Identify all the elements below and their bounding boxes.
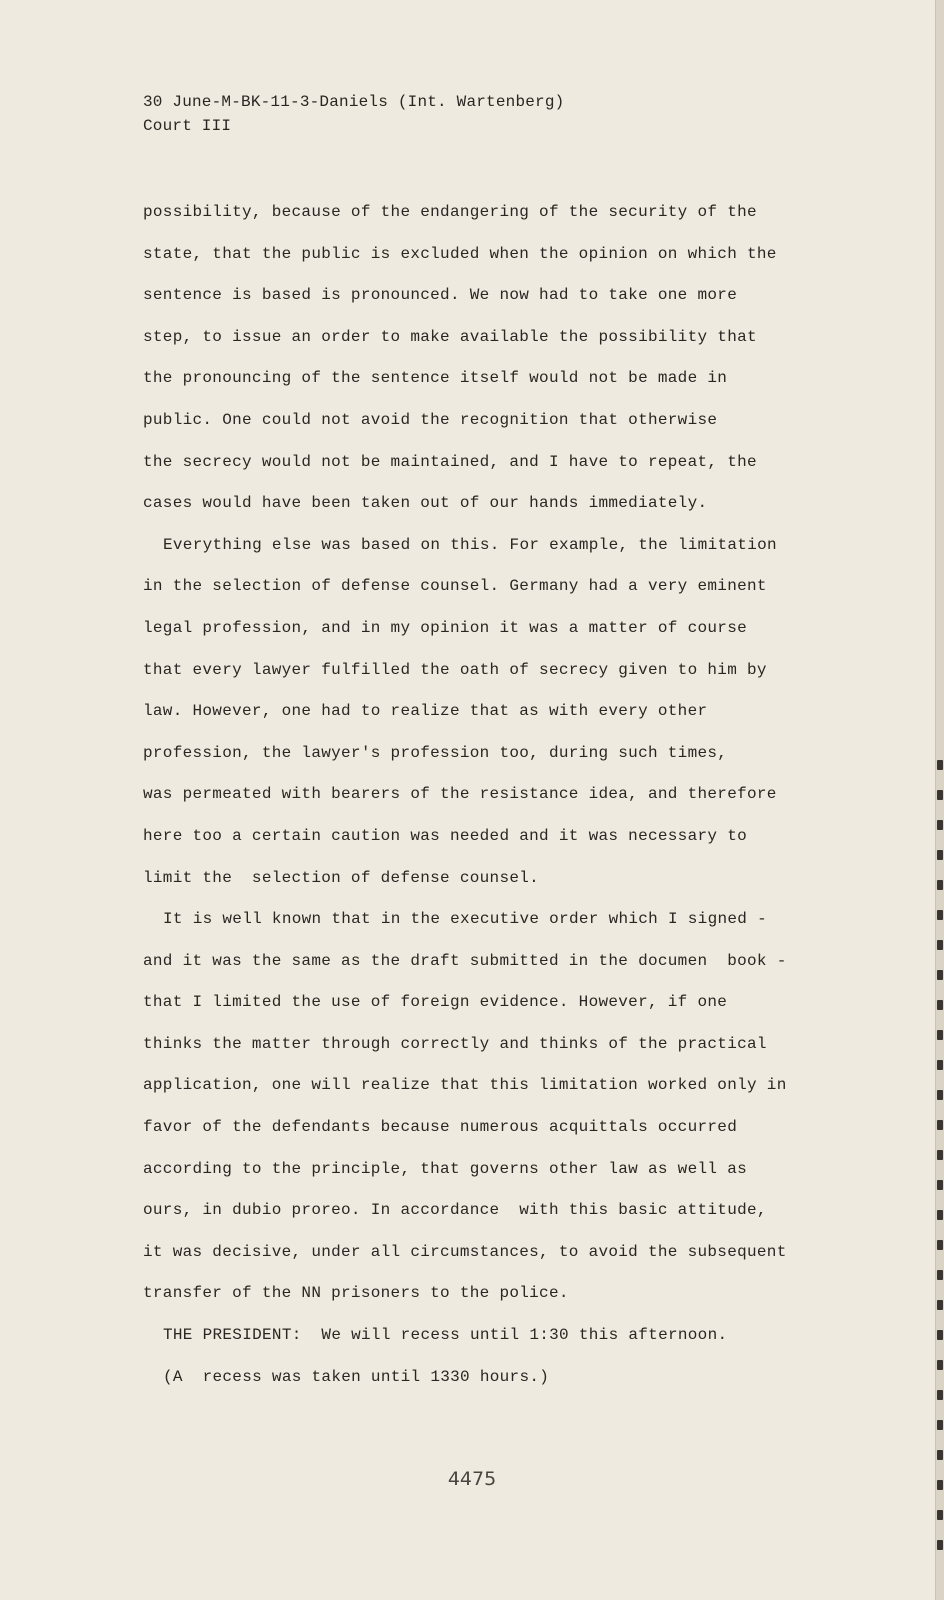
- text-line: It is well known that in the executive order which I signed -: [163, 910, 767, 929]
- document-header: [143, 90, 564, 138]
- text-line: public. One could not avoid the recognition that otherwise: [143, 410, 718, 429]
- binding-hole: [937, 1180, 943, 1190]
- page-number: 4475: [447, 1468, 497, 1490]
- text-line: the secrecy would not be maintained, and I have to repeat, the: [143, 452, 757, 471]
- binding-hole: [937, 1540, 943, 1550]
- text-line: thinks the matter through correctly and thinks of the practical: [143, 1034, 767, 1053]
- binding-hole: [937, 1390, 943, 1400]
- text-line: legal profession, and in my opinion it was a matter of course: [143, 618, 747, 637]
- binding-hole: [937, 1060, 943, 1070]
- text-line: state, that the public is excluded when the opinion on which the: [143, 244, 777, 263]
- transcript-body: [143, 192, 823, 1398]
- binding-hole: [937, 1030, 943, 1040]
- text-line: ours, in dubio proreo. In accordance with this basic attitude,: [143, 1201, 767, 1220]
- binding-hole: [937, 790, 943, 800]
- text-line: profession, the lawyer's profession too, during such times,: [143, 743, 728, 762]
- binding-hole: [937, 970, 943, 980]
- binding-hole: [937, 1330, 943, 1340]
- binding-hole: [937, 1420, 943, 1430]
- binding-hole: [937, 1360, 943, 1370]
- text-line: according to the principle, that governs other law as well as: [143, 1159, 747, 1178]
- text-line: favor of the defendants because numerous acquittals occurred: [143, 1118, 738, 1137]
- text-line: in the selection of defense counsel. Germany had a very eminent: [143, 577, 767, 596]
- text-line: transfer of the NN prisoners to the police.: [143, 1284, 569, 1303]
- binding-hole: [937, 1120, 943, 1130]
- binding-hole: [937, 1150, 943, 1160]
- text-line: that every lawyer fulfilled the oath of secrecy given to him by: [143, 660, 767, 679]
- binding-hole: [937, 850, 943, 860]
- text-line: limit the selection of defense counsel.: [143, 868, 540, 887]
- text-line: here too a certain caution was needed and it was necessary to: [143, 826, 747, 845]
- binding-hole: [937, 1510, 943, 1520]
- text-line: was permeated with bearers of the resistance idea, and therefore: [143, 785, 777, 804]
- text-line: law. However, one had to realize that as with every other: [143, 702, 708, 721]
- recess-note: (A recess was taken until 1330 hours.): [163, 1367, 550, 1386]
- text-line: and it was the same as the draft submitted in the documen book -: [143, 951, 787, 970]
- binding-hole: [937, 760, 943, 770]
- text-line: application, one will realize that this limitation worked only in: [143, 1076, 787, 1095]
- text-line: possibility, because of the endangering of the security of the: [143, 203, 757, 221]
- binding-hole: [937, 940, 943, 950]
- binding-hole: [937, 910, 943, 920]
- binding-hole: [937, 1300, 943, 1310]
- binding-hole: [937, 880, 943, 890]
- binding-hole: [937, 1000, 943, 1010]
- binding-hole: [937, 1270, 943, 1280]
- binding-hole: [937, 820, 943, 830]
- text-line: that I limited the use of foreign evidence. However, if one: [143, 993, 728, 1012]
- header-session-line: 30 June-M-BK-11-3-Daniels (Int. Wartenberg): [143, 93, 565, 111]
- binding-hole: [937, 1240, 943, 1250]
- text-line: Everything else was based on this. For example, the limitation: [163, 535, 777, 554]
- text-line: cases would have been taken out of our hands immediately.: [143, 494, 708, 513]
- binding-edge: [935, 0, 944, 1600]
- president-statement: THE PRESIDENT: We will recess until 1:30 this afternoon.: [163, 1326, 728, 1345]
- binding-hole: [937, 1450, 943, 1460]
- text-line: the pronouncing of the sentence itself would not be made in: [143, 369, 728, 388]
- header-court-line: Court III: [143, 117, 232, 135]
- text-line: sentence is based is pronounced. We now had to take one more: [143, 286, 738, 305]
- text-line: step, to issue an order to make available the possibility that: [143, 327, 757, 346]
- binding-hole: [937, 1090, 943, 1100]
- binding-hole: [937, 1210, 943, 1220]
- text-line: it was decisive, under all circumstances, to avoid the subsequent: [143, 1242, 787, 1261]
